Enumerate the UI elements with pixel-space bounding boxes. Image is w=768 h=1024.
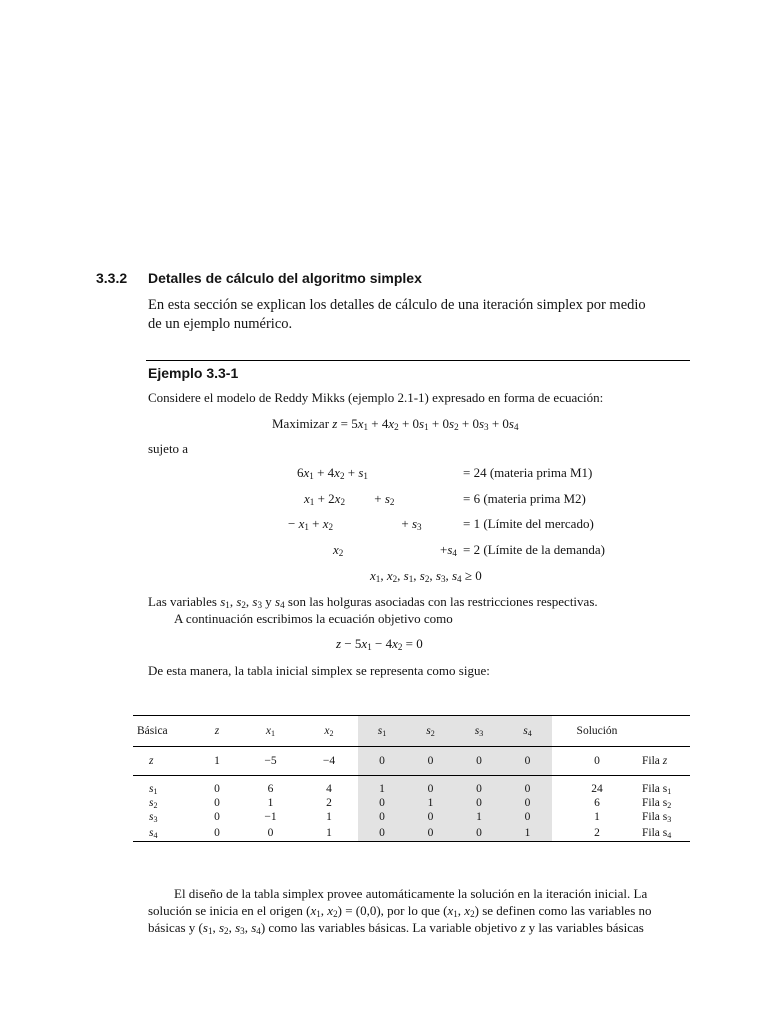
row-label: Fila $s_2$ [642, 797, 672, 810]
cell: 0 [455, 796, 503, 810]
cell: −4 [300, 747, 358, 776]
cell: 0 [406, 747, 455, 776]
example-line-1: Considere el modelo de Reddy Mikks (ejemplo 2.1-1) expresado en forma de ecuación: [148, 390, 604, 405]
cell: 0 [503, 796, 552, 810]
intro-line-2: de un ejemplo numérico. [148, 316, 293, 332]
cell: 0 [503, 810, 552, 824]
cell: $s_4$ [133, 824, 193, 842]
header-s1: $s_1$ [358, 716, 406, 747]
cell: 0 [406, 810, 455, 824]
maximize-word: Maximizar [272, 416, 330, 431]
constraint-4-lhs: $x_2$ [333, 542, 344, 558]
cell: 0 [503, 782, 552, 796]
cell: 1 [300, 824, 358, 842]
table-row [133, 810, 690, 824]
cell: $s_2$ [149, 797, 158, 810]
header-z: z [193, 716, 241, 747]
constraint-4-rhs: = 2 (Límite de la demanda) [463, 542, 605, 557]
cell: 0 [455, 824, 503, 842]
header-x1: $x_1$ [241, 716, 300, 747]
cell: −5 [241, 747, 300, 776]
cell: 0 [193, 824, 241, 842]
cell: 0 [455, 782, 503, 796]
cell: 0 [552, 747, 642, 776]
constraint-2-lhs: $x_1 + 2x_2$ + $s_2$ [304, 491, 395, 507]
constraint-1-rhs: = 24 (materia prima M1) [463, 465, 593, 480]
cell: 0 [503, 747, 552, 776]
table-row [133, 824, 690, 842]
row-label: Fila $s_1$ [642, 783, 672, 796]
objective-intro: A continuación escribimos la ecuación objetivo como [174, 611, 453, 626]
constraint-2-rhs: = 6 (materia prima M2) [463, 491, 586, 506]
cell: 0 [214, 811, 220, 823]
table-header-row [133, 716, 690, 747]
cell: 0 [358, 747, 406, 776]
subject-to: sujeto a [148, 441, 189, 456]
closing-line-1: El diseño de la tabla simplex provee automáticamente la solución en la iteración inicial. La [174, 886, 648, 901]
cell: 1 [358, 782, 406, 796]
cell: 0 [358, 810, 406, 824]
table-row [133, 796, 690, 810]
header-solution: Solución [552, 716, 642, 747]
cell: 4 [326, 783, 332, 795]
constraint-3-rhs: = 1 (Límite del mercado) [463, 516, 594, 531]
header-s4: $s_4$ [503, 716, 552, 747]
cell: 0 [358, 824, 406, 842]
table-row [133, 782, 690, 796]
cell: 24 [591, 783, 603, 795]
cell: 1 [594, 811, 600, 823]
cell: 1 [455, 810, 503, 824]
header-empty [642, 716, 690, 747]
header-s3: $s_3$ [455, 716, 503, 747]
cell: 0 [406, 782, 455, 796]
cell: 6 [594, 797, 600, 809]
cell: 2 [326, 797, 332, 809]
header-s2: $s_2$ [406, 716, 455, 747]
cell: $s_3$ [149, 811, 158, 824]
constraint-4-s4: $+s_4$ [440, 542, 457, 558]
example-rule [146, 360, 690, 361]
nonnegativity: $x_1$, $x_2$, $s_1$, $s_2$, $s_3$, $s_4 \ge 0$ [370, 568, 482, 584]
header-basic: Básica [133, 716, 193, 747]
slack-description: Las variables $s_1$, $s_2$, $s_3$ y $s_4$ son las holguras asociadas con las restricciones respectivas. [148, 594, 598, 610]
cell: 1 [193, 747, 241, 776]
constraint-3-lhs: − $x_1 + x_2$ + $s_3$ [288, 516, 422, 532]
cell: 0 [214, 797, 220, 809]
intro-line-1: En esta sección se explican los detalles de cálculo de una iteración simplex por medio [148, 297, 646, 313]
constraint-1-lhs: $6x_1 + 4x_2 + s_1$ [297, 465, 368, 481]
row-label: Fila z [642, 747, 690, 776]
table-row-z [133, 747, 690, 776]
closing-line-2: solución se inicia en el origen ($x_1$, $x_2) = (0,0)$, por lo que ($x_1$, $x_2$) se definen como las variables no [148, 903, 652, 919]
cell: 0 [241, 824, 300, 842]
cell: 1 [267, 797, 274, 809]
cell: 6 [267, 783, 274, 795]
cell: 1 [406, 796, 455, 810]
cell: $s_1$ [149, 783, 158, 796]
example-title: Ejemplo 3.3-1 [148, 365, 239, 381]
cell: 0 [214, 783, 220, 795]
row-label: Fila $s_3$ [642, 811, 672, 824]
closing-line-3: básicas y ($s_1$, $s_2$, $s_3$, $s_4$) como las variables básicas. La variable objetivo z y las variables básicas [148, 920, 644, 936]
section-title: Detalles de cálculo del algoritmo simplex [148, 270, 422, 286]
objective-function: Maximizar $z = 5x_1 + 4x_2 + 0s_1 + 0s_2 + 0s_3 + 0s_4$ [272, 416, 519, 432]
cell: z [133, 747, 193, 776]
cell: 1 [503, 824, 552, 842]
cell: 2 [552, 824, 642, 842]
cell: 0 [358, 796, 406, 810]
simplex-table [133, 715, 690, 842]
cell: 0 [455, 747, 503, 776]
objective-equation: $z - 5x_1 - 4x_2 = 0$ [336, 636, 423, 652]
section-number: 3.3.2 [96, 270, 128, 286]
row-label: Fila $s_4$ [642, 824, 690, 842]
table-intro: De esta manera, la tabla inicial simplex se representa como sigue: [148, 663, 490, 678]
header-x2: $x_2$ [300, 716, 358, 747]
cell: 0 [406, 824, 455, 842]
cell: 1 [326, 811, 332, 823]
cell: −1 [264, 811, 277, 823]
